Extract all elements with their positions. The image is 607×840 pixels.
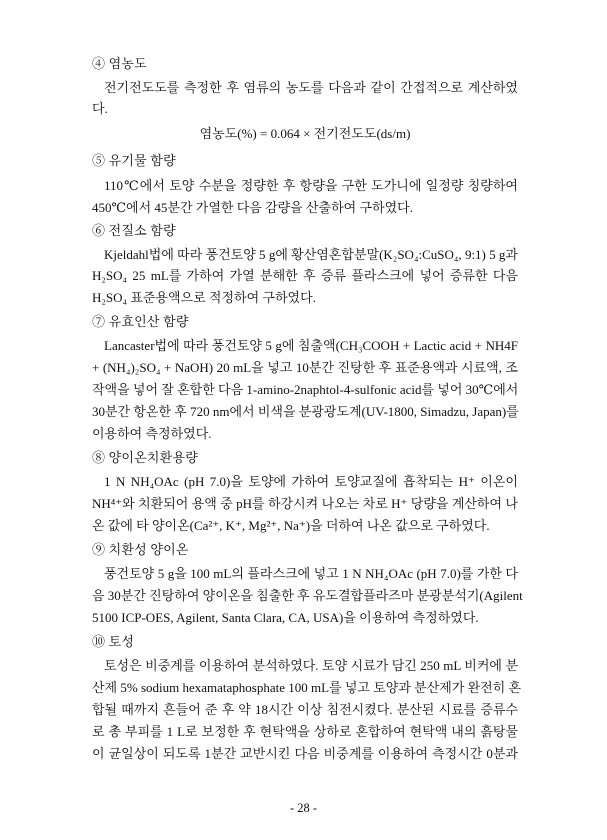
- paragraph-line: H₂SO₄ 25 mL를 가하여 가열 분해한 후 증류 플라스크에 넣어 증류한 다음: [92, 268, 518, 283]
- paragraph-line: Lancaster법에 따라 풍건토양 5 g에 침출액(CH₃COOH + Lactic acid + NH4F: [104, 338, 518, 353]
- paragraph-line: H₂SO₄ 표준용액으로 적정하여 구하였다.: [92, 290, 316, 305]
- paragraph-line: 합될 때까지 흔들어 준 후 약 18시간 이상 침전시켰다. 분산된 시료를 증류수: [92, 702, 518, 717]
- section-heading-cation-exchange-capacity: ⑧ 양이온치환용량: [92, 450, 198, 465]
- paragraph-line: 음 30분간 진탕하여 양이온을 침출한 후 유도결합플라즈마 분광분석기(Agilent: [92, 588, 523, 603]
- section-heading-exchangeable-cations: ⑨ 치환성 양이온: [92, 542, 189, 557]
- paragraph-line: 전기전도도를 측정한 후 염류의 농도를 다음과 같이 간접적으로 계산하였: [104, 80, 518, 95]
- section-heading-available-phosphate: ⑦ 유효인산 함량: [92, 314, 189, 329]
- paragraph-line: 토성은 비중계를 이용하여 분석하였다. 토양 시료가 담긴 250 mL 비커에 분: [104, 658, 518, 673]
- paragraph-line: 450℃에서 45분간 가열한 다음 감량을 산출하여 구하였다.: [92, 200, 413, 215]
- page-number: - 28 -: [289, 801, 318, 815]
- paragraph-line: 5100 ICP-OES, Agilent, Santa Clara, CA, USA)을 이용하여 측정하였다.: [92, 610, 479, 625]
- paragraph-line: 풍건토양 5 g을 100 mL의 플라스크에 넣고 1 N NH₄OAc (pH 7.0)를 가한 다: [104, 566, 518, 581]
- paragraph-line: 로 총 부피를 1 L로 보정한 후 현탁액을 상하로 혼합하여 현탁액 내의 흙탕물: [92, 724, 518, 739]
- section-heading-total-nitrogen: ⑥ 전질소 함량: [92, 223, 176, 238]
- paragraph-line: 110℃에서 토양 수분을 정량한 후 항량을 구한 도가니에 일정량 칭량하여: [104, 178, 518, 193]
- paragraph-line: NH⁴⁺와 치환되어 용액 중 pH를 하강시켜 나오는 차로 H⁺ 당량을 계산하여 나: [92, 496, 518, 511]
- section-heading-soil-texture: ⑩ 토성: [92, 634, 135, 649]
- paragraph-line: 이 균일상이 되도록 1분간 교반시킨 다음 비중계를 이용하여 측정시간 0분과: [92, 746, 518, 761]
- paragraph-line: 이용하여 측정하였다.: [92, 426, 212, 441]
- paragraph-line: 1 N NH₄OAc (pH 7.0)을 토양에 가하여 토양교질에 흡착되는 H⁺ 이온이: [104, 474, 518, 489]
- paragraph-line: 작액을 넣어 잘 혼합한 다음 1-amino-2naphtol-4-sulfonic acid를 넣어 30℃에서: [92, 382, 519, 397]
- paragraph-line: 산제 5% sodium hexamataphosphate 100 mL를 넣고 토양과 분산제가 완전히 혼: [92, 680, 522, 695]
- paragraph-line: 다.: [92, 101, 108, 116]
- section-heading-salt-concentration: ④ 염농도: [92, 56, 147, 71]
- paragraph-line: 온 값에 타 양이온(Ca²⁺, K⁺, Mg²⁺, Na⁺)을 더하여 나온 값으로 구하였다.: [92, 518, 490, 533]
- formula: 염농도(%) = 0.064 × 전기전도도(ds/m): [199, 126, 411, 141]
- paragraph-line: 30분간 항온한 후 720 nm에서 비색을 분광광도계(UV-1800, Simadzu, Japan)를: [92, 404, 519, 419]
- paragraph-line: Kjeldahl법에 따라 풍건토양 5 g에 황산염혼합분말(K₂SO₄:CuSO₄, 9:1) 5 g과: [104, 247, 518, 262]
- section-heading-organic-matter: ⑤ 유기물 함량: [92, 153, 176, 168]
- paragraph-line: + (NH₄)₂SO₄ + NaOH) 20 mL을 넣고 10분간 진탕한 후 표준용액과 시료액, 조: [92, 360, 518, 375]
